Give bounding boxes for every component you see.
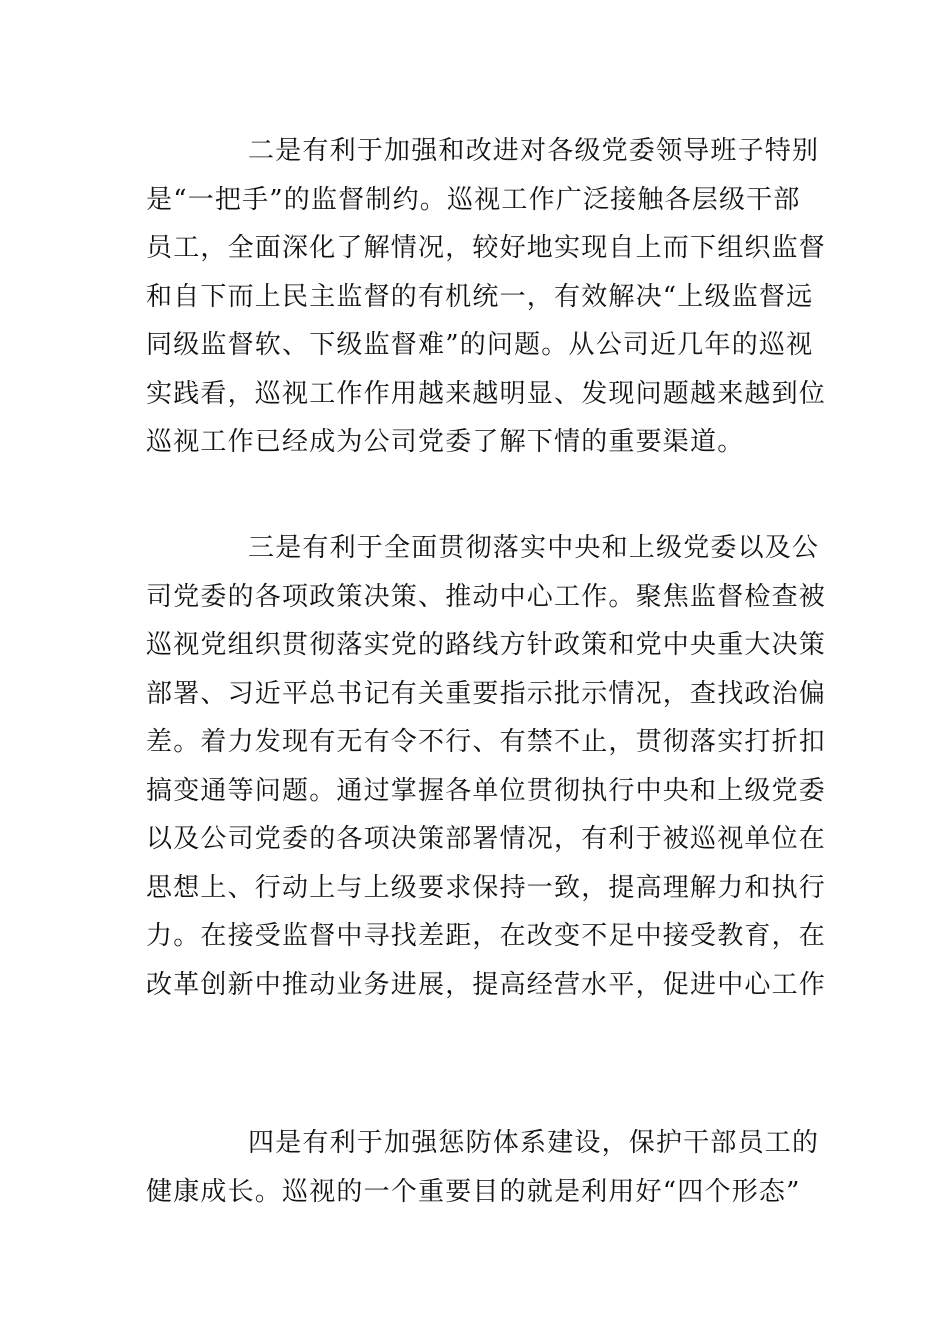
- text-line: 力。在接受监督中寻找差距，在改变不足中接受教育，在: [146, 921, 827, 951]
- text-line: 二是有利于加强和改进对各级党委领导班子特别: [248, 136, 820, 166]
- text-line: 员工，全面深化了解情况，较好地实现自上而下组织监督: [146, 233, 827, 263]
- paragraph-2: [146, 524, 827, 1009]
- text-line: 巡视工作已经成为公司党委了解下情的重要渠道。: [146, 427, 745, 457]
- text-line: 巡视党组织贯彻落实党的路线方针政策和党中央重大决策: [146, 630, 827, 660]
- text-line: 四是有利于加强惩防体系建设，保护干部员工的: [248, 1128, 820, 1158]
- text-line: 搞变通等问题。通过掌握各单位贯彻执行中央和上级党委: [146, 775, 827, 806]
- text-line: 部署、习近平总书记有关重要指示批示情况，查找政治偏: [146, 678, 827, 709]
- text-line: 健康成长。巡视的一个重要目的就是利用好“四个形态”: [146, 1176, 801, 1207]
- paragraph-3: [146, 1119, 820, 1216]
- text-line: 是“一把手”的监督制约。巡视工作广泛接触各层级干部: [146, 184, 801, 215]
- text-line: 以及公司党委的各项决策部署情况，有利于被巡视单位在: [146, 824, 827, 854]
- text-line: 三是有利于全面贯彻落实中央和上级党委以及公: [248, 533, 820, 563]
- text-line: 思想上、行动上与上级要求保持一致，提高理解力和执行: [146, 872, 827, 903]
- text-line: 司党委的各项政策决策、推动中心工作。聚焦监督检查被: [146, 581, 827, 612]
- paragraph-1: [146, 127, 827, 467]
- text-line: 差。着力发现有无有令不行、有禁不止，贯彻落实打折扣: [146, 727, 827, 757]
- text-line: 和自下而上民主监督的有机统一，有效解决“上级监督远: [146, 281, 814, 312]
- text-line: 实践看，巡视工作作用越来越明显、发现问题越来越到位: [146, 378, 827, 409]
- text-line: 改革创新中推动业务进展，提高经营水平，促进中心工作: [146, 969, 827, 1000]
- text-line: 同级监督软、下级监督难”的问题。从公司近几年的巡视: [146, 330, 814, 360]
